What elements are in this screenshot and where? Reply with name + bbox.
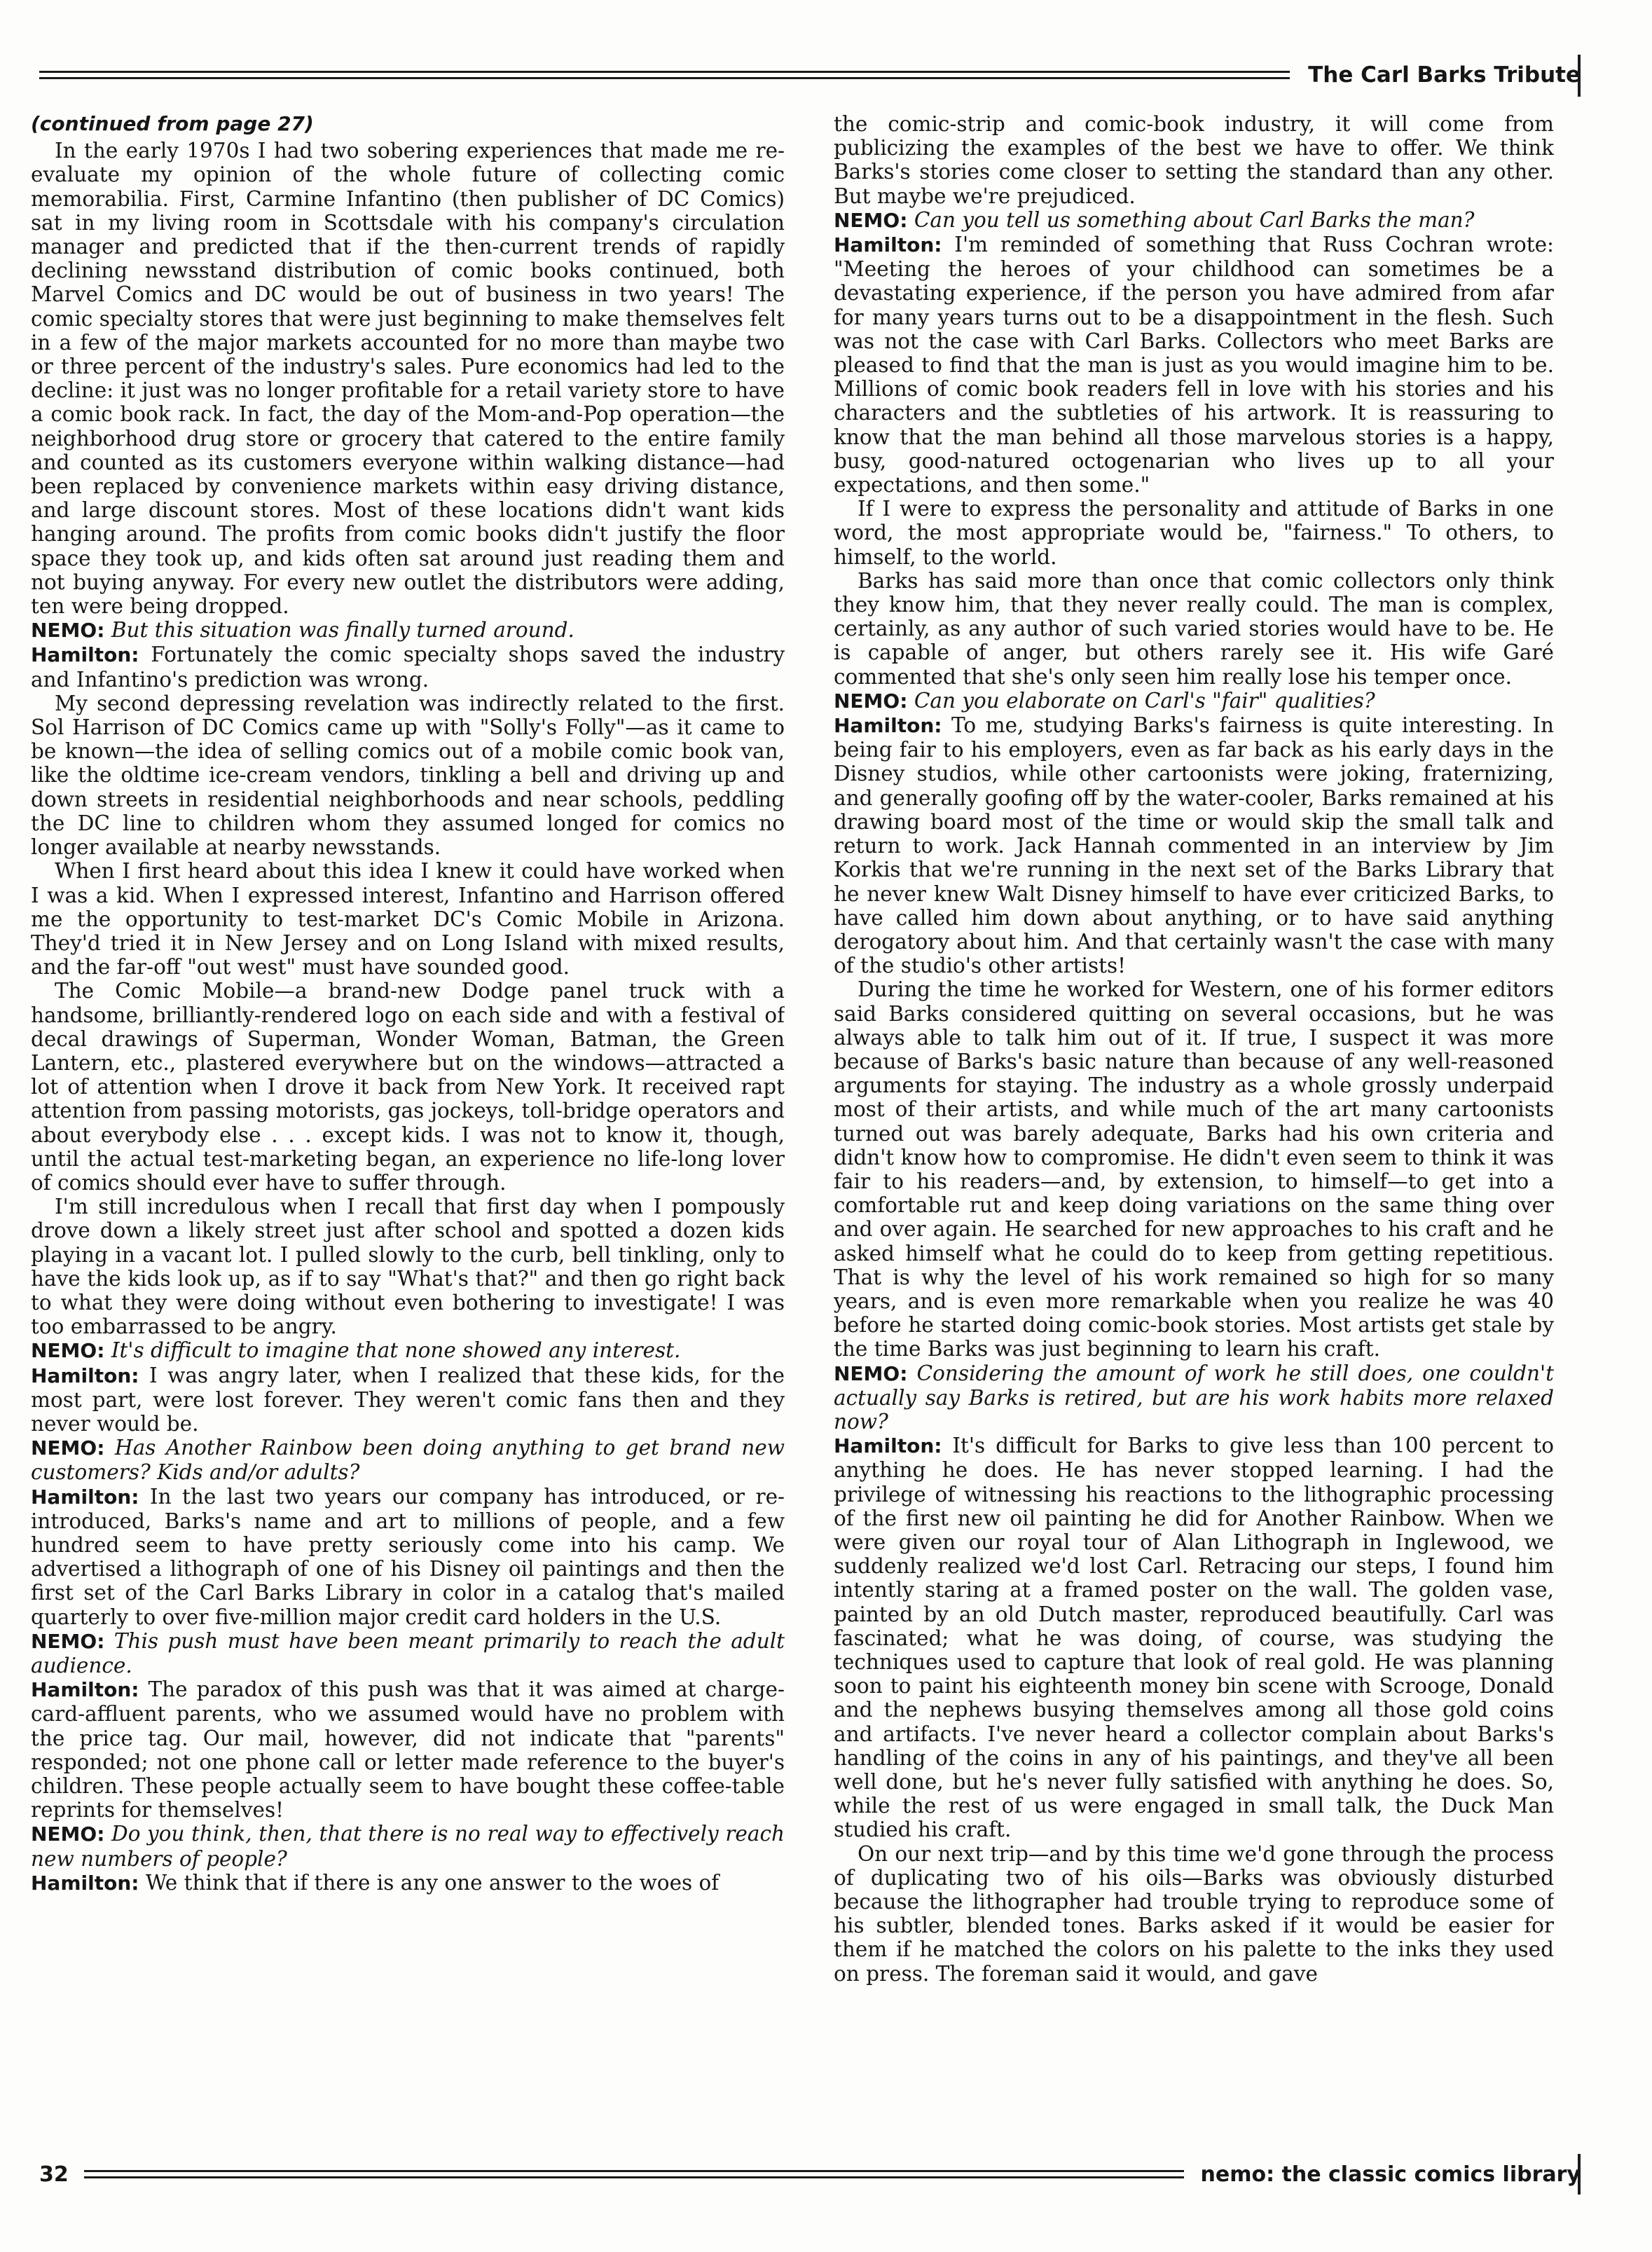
page-footer — [39, 2158, 1581, 2190]
interviewee-answer — [31, 1871, 785, 1895]
paragraph: On our next trip—and by this time we'd gone through the process of duplicating two of his oils—Barks was obviously disturbed because the lithographer had trouble trying to reproduce some of his subtler, blended tones. Barks asked if it would be easier for them if he matched the colors on his palette to the inks they used on press. The foreman said it would, and gave — [834, 1841, 1554, 1986]
speaker-label: Hamilton: — [31, 1364, 139, 1387]
interviewee-answer — [31, 643, 785, 691]
speaker-label: Hamilton: — [834, 1434, 942, 1458]
speech-text: I'm reminded of something that Russ Cochran wrote: "Meeting the heroes of your childhood can sometimes be a devastating experience, if the person you have admired from afar for many years turns out to be a disappointment in the flesh. Such was not the case with Carl Barks. Collectors who meet Barks are pleased to find that the man is just as you would imagine him to be. Millions of comic book readers fell in love with his stories and his characters and the subtleties of his artwork. It is reassuring to know that the man behind all those marvelous stories is a happy, busy, good-natured octogenarian who lives up to all your expectations, and then some." — [834, 233, 1554, 497]
paragraph: The Comic Mobile—a brand-new Dodge panel truck with a handsome, brilliantly-rendered logo on each side and with a festival of decal drawings of Superman, Wonder Woman, Batman, the Green Lantern, etc., plastered everywhere but on the windows—attracted a lot of attention when I drove it back from New York. It received rapt attention from passing motorists, gas jockeys, toll-bridge operators and about everybody else . . . except kids. I was not to know it, though, until the actual test-marketing began, an experience no life-long lover of comics should ever have to suffer through. — [31, 979, 785, 1195]
running-title: The Carl Barks Tribute — [1308, 62, 1581, 88]
interviewer-question — [31, 618, 785, 643]
speaker-label: NEMO: — [31, 1629, 105, 1653]
footer-double-rule — [84, 2170, 1184, 2178]
interviewer-question — [31, 1629, 785, 1677]
speech-text: We think that if there is any one answer to the woes of — [145, 1870, 720, 1895]
speech-text: Do you think, then, that there is no real way to effectively reach new numbers of people? — [31, 1822, 785, 1871]
header-vertical-rule — [1578, 55, 1581, 97]
speaker-label: NEMO: — [31, 1436, 105, 1460]
publication-title: nemo: the classic comics library — [1200, 2162, 1581, 2187]
speech-text: To me, studying Barks's fairness is quite interesting. In being fair to his employers, even as far back as his early days in the Disney studios, while other cartoonists were joking, fraternizing, and generally goofing off by the water-cooler, Barks remained at his drawing board most of the time or would skip the small talk and return to work. Jack Hannah commented in an interview by Jim Korkis that we're running in the next set of the Barks Library that he never knew Walt Disney himself to have ever criticized Barks, to have called him down about anything, or to have said anything derogatory about him. And that certainly wasn't the case with many of the studio's other artists! — [834, 713, 1554, 978]
continued-note: (continued from page 27) — [31, 112, 314, 135]
footer-vertical-rule — [1578, 2154, 1581, 2195]
interviewer-question — [31, 1822, 785, 1870]
speaker-label: Hamilton: — [834, 714, 942, 738]
interviewer-question — [834, 689, 1554, 713]
speech-text: Can you elaborate on Carl's "fair" qualities? — [914, 688, 1375, 713]
speaker-label: Hamilton: — [31, 1678, 139, 1702]
interviewee-answer — [834, 1434, 1554, 1841]
interviewee-answer — [31, 1677, 785, 1822]
paragraph: In the early 1970s I had two sobering experiences that made me re-evaluate my opinion of the whole future of collecting comic memorabilia. First, Carmine Infantino (then publisher of DC Comics) sat in my living room in Scottsdale with his company's circulation manager and predicted that if the then-current trends of rapidly declining newsstand distribution of comic books continued, both Marvel Comics and DC would be out of business in two years! The comic specialty stores that were just beginning to make themselves felt in a few of the major markets accounted for no more than maybe two or three percent of the industry's sales. Pure economics had led to the decline: it just was no longer profitable for a retail variety store to have a comic book rack. In fact, the day of the Mom-and-Pop operation—the neighborhood drug store or grocery that catered to the entire family and counted as its customers everyone within walking distance—had been replaced by convenience markets within easy driving distance, and large discount stores. Most of these locations didn't want kids hanging around. The profits from comic books didn't justify the floor space they took up, and kids often sat around just reading them and not buying anyway. For every new outlet the distributors were adding, ten were being dropped. — [31, 139, 785, 619]
paragraph: If I were to express the personality and attitude of Barks in one word, the most appropriate would be, "fairness." To others, to himself, to the world. — [834, 497, 1554, 569]
speaker-label: NEMO: — [31, 1822, 105, 1846]
interviewer-question — [31, 1436, 785, 1484]
interviewee-answer — [31, 1364, 785, 1436]
speech-text: But this situation was finally turned around. — [111, 618, 574, 643]
interviewer-question — [834, 208, 1554, 233]
interviewee-answer — [834, 233, 1554, 497]
paragraph: When I first heard about this idea I knew it could have worked when I was a kid. When I expressed interest, Infantino and Harrison offered me the opportunity to test-market DC's Comic Mobile in Arizona. They'd tried it in New Jersey and on Long Island with mixed results, and the far-off "out west" must have sounded good. — [31, 859, 785, 980]
left-column — [31, 112, 785, 2137]
speech-text: In the last two years our company has introduced, or re-introduced, Barks's name and art to millions of people, and a few hundred seem to have pretty seriously come into his camp. We advertised a lithograph of one of his Disney oil paintings and then the first set of the Carl Barks Library in color in a catalog that's mailed quarterly to over five-million major credit card holders in the U.S. — [31, 1484, 785, 1629]
speech-text: Considering the amount of work he still does, one couldn't actually say Barks is retired, but are his work habits more relaxed now? — [834, 1361, 1554, 1434]
speaker-label: NEMO: — [834, 689, 908, 713]
speech-text: The paradox of this push was that it was aimed at charge-card-affluent parents, who we assumed would have no problem with the price tag. Our mail, however, did not indicate that "parents" responded; not one phone call or letter made reference to the buyer's children. These people actually seem to have bought these coffee-table reprints for themselves! — [31, 1677, 785, 1822]
interviewee-answer — [834, 713, 1554, 977]
paragraph: the comic-strip and comic-book industry, it will come from publicizing the examples of the best we have to offer. We think Barks's stories come closer to setting the standard than any other. But maybe we're prejudiced. — [834, 112, 1554, 208]
right-column — [834, 112, 1554, 2137]
speaker-label: Hamilton: — [834, 233, 942, 257]
speech-text: Fortunately the comic specialty shops saved the industry and Infantino's prediction was wrong. — [31, 643, 785, 692]
speech-text: Can you tell us something about Carl Barks the man? — [914, 207, 1475, 232]
header-double-rule — [39, 71, 1290, 79]
speech-text: This push must have been meant primarily to reach the adult audience. — [31, 1628, 785, 1677]
speech-text: Has Another Rainbow been doing anything to get brand new customers? Kids and/or adults? — [31, 1436, 785, 1485]
page-number: 32 — [39, 2162, 69, 2187]
paragraph: During the time he worked for Western, one of his former editors said Barks considered quitting on several occasions, but he was always able to talk him out of it. If true, I suspect it was more because of Barks's basic nature than because of any well-reasoned arguments for staying. The industry as a whole grossly underpaid most of their artists, and while much of the art many cartoonists turned out was barely adequate, Barks had his own criteria and didn't know how to compromise. He didn't even seem to think it was fair to his readers—and, by extension, to himself—to get into a comfortable rut and keep doing variations on the same thing over and over again. He searched for new approaches to his craft and he asked himself what he could do to keep from getting repetitious. That is why the level of his work remained so high for so many years, and is even more remarkable when you realize he was 40 before he started doing comic-book stories. Most artists get stale by the time Barks was just beginning to learn his craft. — [834, 977, 1554, 1361]
speaker-label: Hamilton: — [31, 1871, 139, 1895]
interviewer-question — [31, 1338, 785, 1363]
speaker-label: Hamilton: — [31, 1485, 139, 1509]
speaker-label: NEMO: — [834, 1361, 908, 1385]
paragraph: Barks has said more than once that comic collectors only think they know him, that they never really could. The man is complex, certainly, as any author of such varied stories would have to be. He is capable of anger, but others rarely see it. His wife Garé commented that she's only seen him really lose his temper once. — [834, 568, 1554, 689]
page-header — [39, 59, 1581, 91]
speaker-label: NEMO: — [31, 1339, 105, 1363]
speaker-label: Hamilton: — [31, 643, 139, 667]
paragraph: I'm still incredulous when I recall that first day when I pompously drove down a likely street just after school and spotted a dozen kids playing in a vacant lot. I pulled slowly to the curb, bell tinkling, only to have the kids look up, as if to say "What's that?" and then go right back to what they were doing without even bothering to investigate! I was too embarrassed to be angry. — [31, 1195, 785, 1339]
paragraph: My second depressing revelation was indirectly related to the first. Sol Harrison of DC Comics came up with "Solly's Folly"—as it came to be known—the idea of selling comics out of a mobile comic book van, like the oldtime ice-cream vendors, tinkling a bell and driving up and down streets in residential neighborhoods and near schools, peddling the DC line to children whom they assumed longed for comics no longer available at nearby newsstands. — [31, 691, 785, 860]
speaker-label: NEMO: — [31, 619, 105, 643]
speech-text: It's difficult for Barks to give less than 100 percent to anything he does. He has never stopped learning. I had the privilege of witnessing his reactions to the lithographic processing of the first new oil painting he did for Another Rainbow. When we were given our royal tour of Alan Lithograph in Inglewood, we suddenly realized we'd lost Carl. Retracing our steps, I found him intently staring at a framed poster on the wall. The golden vase, painted by an old Dutch master, reproduced beautifully. Carl was fascinated; what he was doing, of course, was studying the techniques used to capture that look of real gold. He was planning soon to paint his eighteenth money bin scene with Scrooge, Donald and the nephews busying themselves among all those gold coins and artifacts. I've never heard a collector complain about Barks's handling of the coins in any of his paintings, and they've all been well done, but he's never fully satisfied with anything he does. So, while the rest of us were engaged in small talk, the Duck Man studied his craft. — [834, 1434, 1554, 1842]
interviewee-answer — [31, 1485, 785, 1629]
speech-text: It's difficult to imagine that none showed any interest. — [111, 1338, 681, 1363]
interviewer-question — [834, 1361, 1554, 1434]
speech-text: I was angry later, when I realized that these kids, for the most part, were lost forever. They weren't comic fans then and they never would be. — [31, 1363, 785, 1436]
speaker-label: NEMO: — [834, 208, 908, 232]
